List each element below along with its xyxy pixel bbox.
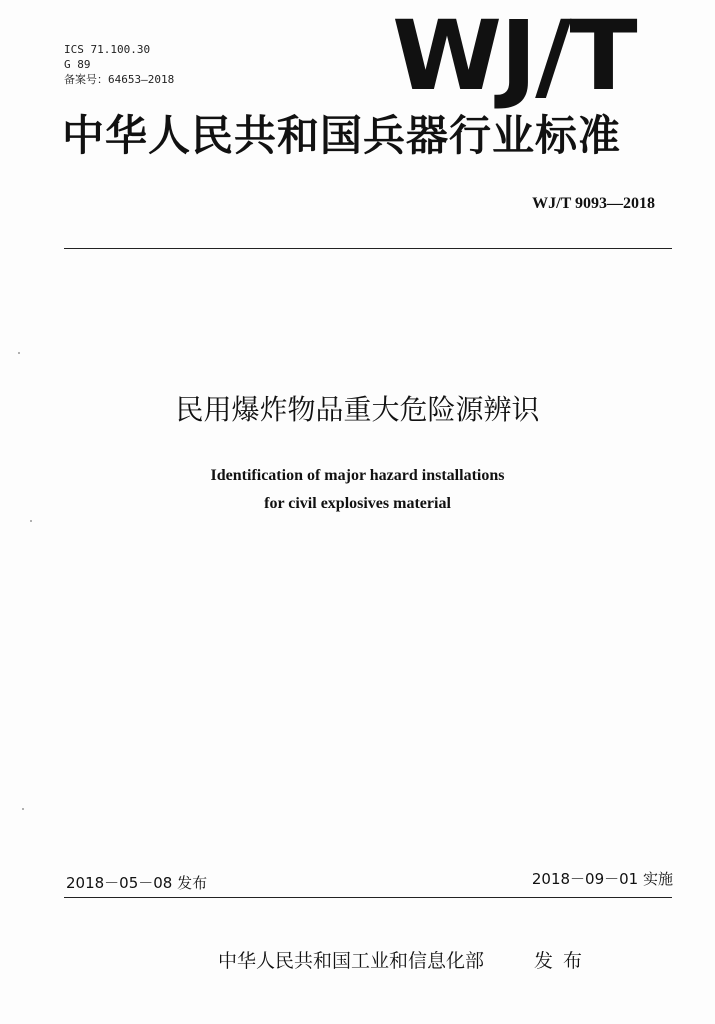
- release-date: 2018－05－08 发布: [66, 874, 208, 892]
- industry-standard-title: 中华人民共和国兵器行业标准: [62, 111, 622, 160]
- implementation-date: 2018－09－01 实施: [531, 870, 673, 888]
- scan-speck: [22, 808, 24, 810]
- filing-number: 备案号：64653—2018: [64, 73, 175, 86]
- issuing-authority: 中华人民共和国工业和信息化部: [218, 950, 485, 972]
- english-title-line2: for civil explosives material: [264, 495, 451, 512]
- top-divider: [64, 248, 672, 249]
- classification-block: [64, 42, 174, 87]
- wjt-logo: WJ/T: [392, 0, 636, 112]
- scan-speck: [18, 352, 20, 354]
- scan-speck: [30, 520, 32, 522]
- chinese-title: 民用爆炸物品重大危险源辨识: [175, 393, 540, 426]
- bottom-divider: [64, 897, 672, 898]
- issue-label: 发布: [534, 950, 593, 972]
- english-title-line1: Identification of major hazard installations: [210, 467, 505, 484]
- standard-number: WJ/T 9093—2018: [532, 195, 655, 212]
- ccs-code: G 89: [64, 58, 91, 71]
- ics-code: ICS 71.100.30: [64, 43, 151, 56]
